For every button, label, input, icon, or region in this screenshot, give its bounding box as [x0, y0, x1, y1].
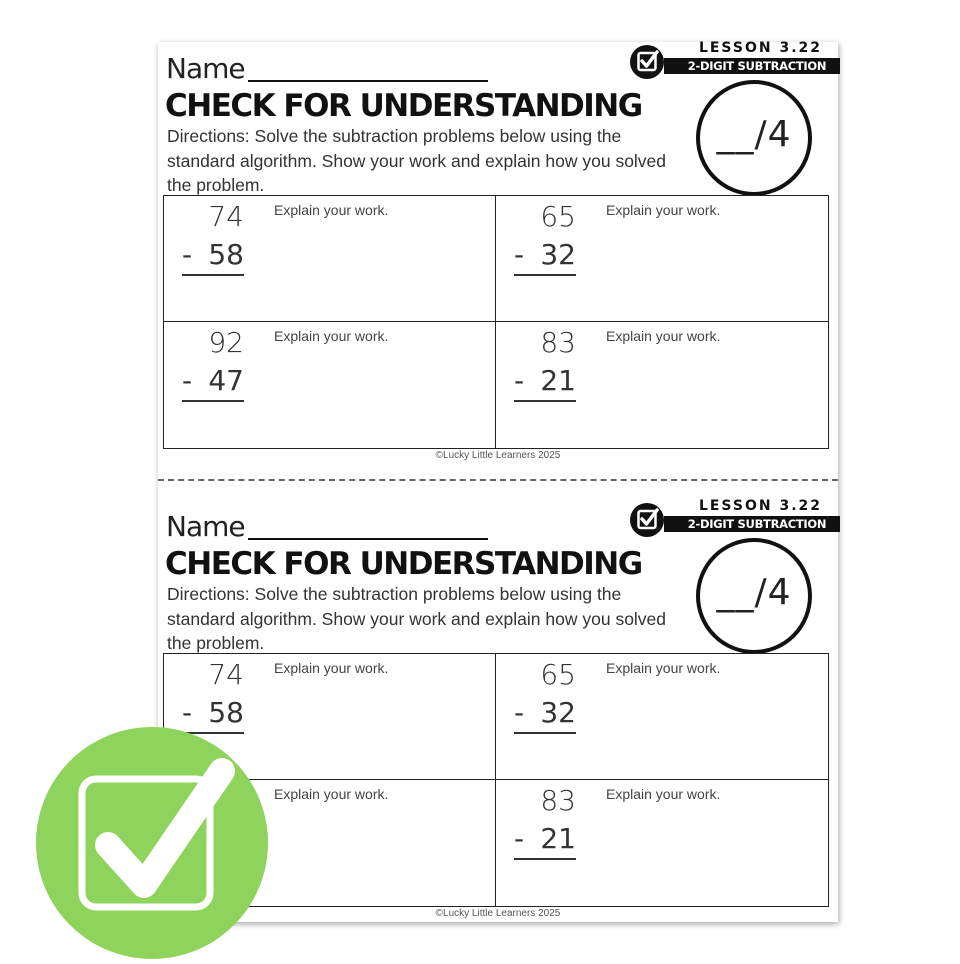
subtrahend-row — [514, 364, 576, 402]
name-line — [248, 538, 488, 540]
problem-cell — [496, 654, 827, 779]
directions-text: Directions: Solve the subtraction problems below using the standard algorithm. Show your work and explain how you solved the problem. — [167, 126, 667, 195]
lesson-topic: 2-DIGIT SUBTRACTION — [664, 516, 840, 532]
problem-cell — [164, 322, 495, 447]
subtrahend: 21 — [540, 364, 576, 397]
minus-sign: - — [514, 696, 525, 729]
score-circle — [696, 80, 812, 196]
problem-cell — [496, 322, 827, 447]
lesson-badge — [630, 498, 840, 540]
minuend: 83 — [540, 784, 576, 817]
minuend: 65 — [540, 200, 576, 233]
minus-sign: - — [182, 238, 193, 271]
subtrahend: 21 — [540, 822, 576, 855]
minuend: 74 — [208, 200, 244, 233]
minuend: 65 — [540, 658, 576, 691]
explain-label: Explain your work. — [274, 786, 389, 802]
minus-sign: - — [182, 364, 193, 397]
subtrahend-row — [514, 238, 576, 276]
minus-sign: - — [514, 238, 525, 271]
subtrahend: 47 — [208, 364, 244, 397]
subtrahend-row — [182, 238, 244, 276]
worksheet-title: CHECK FOR UNDERSTANDING — [165, 546, 642, 582]
explain-label: Explain your work. — [606, 202, 721, 218]
explain-label: Explain your work. — [274, 660, 389, 676]
lesson-number: LESSON 3.22 — [698, 40, 822, 56]
explain-label: Explain your work. — [274, 328, 389, 344]
minus-sign: - — [514, 822, 525, 855]
check-icon — [630, 503, 664, 537]
lesson-topic: 2-DIGIT SUBTRACTION — [664, 58, 840, 74]
lesson-number: LESSON 3.22 — [698, 498, 822, 514]
explain-label: Explain your work. — [606, 786, 721, 802]
problem-cell — [496, 196, 827, 321]
minus-sign: - — [514, 364, 525, 397]
lesson-badge — [630, 40, 840, 82]
explain-label: Explain your work. — [274, 202, 389, 218]
score-circle — [696, 538, 812, 654]
minuend: 83 — [540, 326, 576, 359]
minus-sign: - — [182, 696, 193, 729]
subtrahend-row — [514, 696, 576, 734]
subtrahend: 32 — [540, 238, 576, 271]
worksheet-top-half — [158, 42, 838, 477]
copyright: ©Lucky Little Learners 2025 — [435, 908, 561, 919]
subtrahend: 32 — [540, 696, 576, 729]
subtrahend: 58 — [208, 238, 244, 271]
explain-label: Explain your work. — [606, 660, 721, 676]
minuend: 74 — [208, 658, 244, 691]
subtrahend-row — [514, 822, 576, 860]
minuend: 92 — [208, 326, 244, 359]
name-label: Name — [166, 52, 245, 85]
problem-grid — [163, 195, 829, 449]
worksheet-title: CHECK FOR UNDERSTANDING — [165, 88, 642, 124]
score-text: __/4 — [716, 572, 792, 613]
copyright: ©Lucky Little Learners 2025 — [435, 450, 561, 461]
cut-line — [158, 479, 838, 481]
check-icon — [630, 45, 664, 79]
checkbox-check-icon — [36, 727, 268, 959]
name-line — [248, 80, 488, 82]
explain-label: Explain your work. — [606, 328, 721, 344]
directions-text: Directions: Solve the subtraction problems below using the standard algorithm. Show your work and explain how you solved the problem. — [167, 584, 667, 653]
subtrahend-row — [182, 364, 244, 402]
problem-cell — [164, 196, 495, 321]
score-text: __/4 — [716, 114, 792, 155]
subtrahend: 58 — [208, 696, 244, 729]
problem-cell — [496, 780, 827, 905]
name-label: Name — [166, 510, 245, 543]
